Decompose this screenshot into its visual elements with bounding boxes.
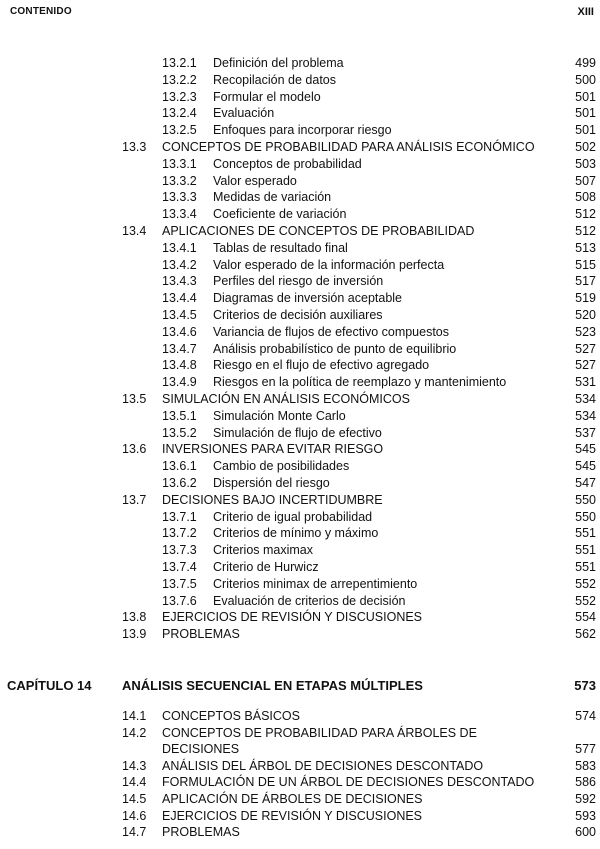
toc-entry-num: 13.3.1	[162, 156, 197, 171]
toc-entry-title: CONCEPTOS BÁSICOS	[162, 709, 300, 723]
toc-entry-num: 13.4.2	[162, 257, 197, 272]
toc-entry	[0, 105, 600, 122]
toc-entry-title: CONCEPTOS DE PROBABILIDAD PARA ANÁLISIS ECONÓMICO	[162, 140, 535, 154]
toc-entry-page: 527	[575, 358, 596, 373]
chapter-label: CAPÍTULO 14	[7, 678, 92, 693]
toc-entry-page: 499	[575, 56, 596, 70]
toc-entry	[0, 758, 600, 775]
toc-entry	[0, 122, 600, 139]
toc-entry-num: 13.2.5	[162, 123, 197, 138]
toc-entry-title: Simulación de flujo de efectivo	[213, 425, 382, 440]
toc-entry-title: Variancia de flujos de efectivo compuestos	[213, 324, 450, 339]
toc-entry-num: 13.9	[122, 627, 147, 642]
toc-entry-num: 14.3	[122, 758, 147, 773]
toc-entry	[0, 156, 600, 173]
running-header	[10, 6, 594, 20]
toc-entry-page: 547	[575, 476, 596, 490]
toc-entry-title: Enfoques para incorporar riesgo	[213, 123, 392, 138]
toc-entry-page: 519	[575, 291, 596, 306]
toc-entry-title: Conceptos de probabilidad	[213, 156, 362, 171]
toc-entry-title: Perfiles del riesgo de inversión	[213, 274, 384, 289]
toc-entry-num: 13.6.2	[162, 476, 197, 490]
toc-entry-page: 501	[575, 89, 596, 104]
toc-entry-title: Medidas de variación	[213, 190, 332, 205]
toc-entry	[0, 559, 600, 576]
toc-entry-num: 13.4.8	[162, 358, 197, 373]
toc-entry	[0, 609, 600, 626]
toc-entry-num: 13.4.1	[162, 240, 197, 255]
toc-entry-page: 545	[575, 442, 596, 457]
toc-entry	[0, 741, 600, 758]
toc-entry-title: Análisis probabilístico de punto de equilibrio	[213, 341, 457, 356]
toc-entry	[0, 391, 600, 408]
toc-entry-title: EJERCICIOS DE REVISIÓN Y DISCUSIONES	[162, 610, 423, 625]
header-section-title: CONTENIDO	[10, 6, 72, 17]
toc-entry-page: 593	[575, 808, 596, 823]
toc-entry-page: 531	[575, 375, 596, 390]
toc-entry-title: CONCEPTOS DE PROBABILIDAD PARA ÁRBOLES DE	[162, 725, 477, 740]
toc-entry	[0, 173, 600, 190]
toc-entry-num: 13.7.4	[162, 560, 197, 574]
toc-entry-num: 13.7.2	[162, 526, 197, 541]
toc-entry-title: Criterio de igual probabilidad	[213, 509, 373, 524]
toc-entry-title: APLICACIONES DE CONCEPTOS DE PROBABILIDAD	[162, 224, 475, 238]
toc-entry-num: 13.4.4	[162, 291, 197, 306]
toc-entry-num: 13.3.2	[162, 173, 197, 188]
toc-entry-num: 13.4.9	[162, 375, 197, 390]
toc-entry-title: Evaluación de criterios de decisión	[213, 593, 406, 608]
toc-entry-page: 551	[575, 560, 596, 574]
toc-entry-title: PROBLEMAS	[162, 627, 240, 642]
toc-entry-num: 13.2.1	[162, 56, 197, 70]
toc-entry-num: 13.7.6	[162, 593, 197, 608]
toc-entry-title: Criterios de mínimo y máximo	[213, 526, 379, 541]
toc-entry	[0, 257, 600, 274]
toc-entry-title: Recopilación de datos	[213, 72, 336, 87]
toc-entry	[0, 475, 600, 492]
toc-entry	[0, 72, 600, 89]
toc-entry-page: 515	[575, 257, 596, 272]
toc-entry-page: 592	[575, 792, 596, 806]
toc-entry-num: 13.3.4	[162, 207, 197, 222]
toc-entry-num: 14.4	[122, 775, 147, 790]
toc-entry	[0, 139, 600, 156]
toc-entry-num: 13.8	[122, 610, 147, 625]
toc-entry-title: Formular el modelo	[213, 89, 321, 104]
toc-entry-title: Criterio de Hurwicz	[213, 560, 319, 574]
toc-entry-num: 13.6	[122, 442, 147, 457]
toc-entry-num: 13.7	[122, 492, 147, 507]
chapter-page: 573	[574, 678, 596, 693]
toc-entry-num: 13.2.4	[162, 106, 197, 121]
toc-entry-title: Dispersión del riesgo	[213, 476, 330, 490]
toc-entry-page: 501	[575, 106, 596, 121]
toc-entry-page: 583	[575, 758, 596, 773]
toc-entry	[0, 324, 600, 341]
toc-entry-page: 500	[575, 72, 596, 87]
toc-entry-num: 14.2	[122, 725, 147, 740]
toc-entry-title: Cambio de posibilidades	[213, 459, 350, 474]
toc-entry-page: 577	[575, 742, 596, 757]
toc-entry-page: 550	[575, 509, 596, 524]
toc-entry-title: Riesgos en la política de reemplazo y mantenimiento	[213, 375, 507, 390]
toc-entry-title: Valor esperado	[213, 173, 297, 188]
toc-entry-title: Criterios de decisión auxiliares	[213, 308, 383, 322]
toc-entry-page: 502	[575, 140, 596, 154]
toc-entry	[0, 89, 600, 106]
toc-entry-page: 501	[575, 123, 596, 138]
toc-entry-num: 14.7	[122, 825, 147, 840]
toc-entry-title: PROBLEMAS	[162, 825, 240, 840]
toc-entry-num: 13.2.2	[162, 72, 197, 87]
toc-entry-title: Simulación Monte Carlo	[213, 408, 346, 423]
toc-entry-title: DECISIONES BAJO INCERTIDUMBRE	[162, 492, 383, 507]
toc-entry-title: Coeficiente de variación	[213, 207, 347, 222]
toc-entry-page: 586	[575, 775, 596, 790]
toc-entry-title: Riesgo en el flujo de efectivo agregado	[213, 358, 430, 373]
toc-entry-title: SIMULACIÓN EN ANÁLISIS ECONÓMICOS	[162, 392, 410, 406]
toc-entry-page: 517	[575, 274, 596, 289]
toc-entry-num: 13.7.5	[162, 576, 197, 591]
toc-entry	[0, 542, 600, 559]
toc-entry	[0, 725, 600, 742]
chapter-heading	[0, 676, 600, 696]
toc-entry	[0, 408, 600, 425]
toc-entry-title: EJERCICIOS DE REVISIÓN Y DISCUSIONES	[162, 808, 423, 823]
toc-entry-num: 13.5.1	[162, 408, 197, 423]
toc-entry-num: 14.5	[122, 792, 147, 806]
toc-entry-num: 14.6	[122, 808, 147, 823]
toc-entry	[0, 290, 600, 307]
toc-entry-title: Criterios maximax	[213, 543, 314, 558]
toc-entry-num: 13.7.3	[162, 543, 197, 558]
toc-entry	[0, 240, 600, 257]
toc-entry	[0, 824, 600, 841]
toc-entry	[0, 576, 600, 593]
toc-entry-page: 552	[575, 576, 596, 591]
toc-entry-page: 507	[575, 173, 596, 188]
toc-entry	[0, 206, 600, 223]
toc-entry-num: 13.3.3	[162, 190, 197, 205]
toc-entry	[0, 55, 600, 72]
toc-entry-num: 13.4.6	[162, 324, 197, 339]
toc-entry	[0, 357, 600, 374]
toc-entry-page: 534	[575, 408, 596, 423]
toc-entry	[0, 774, 600, 791]
toc-entry-title: Diagramas de inversión aceptable	[213, 291, 402, 306]
toc-entry-page: 551	[575, 543, 596, 558]
toc-entry-page: 520	[575, 308, 596, 322]
toc-entry-num: 13.2.3	[162, 89, 197, 104]
toc-entry-title: FORMULACIÓN DE UN ÁRBOL DE DECISIONES DESCONTADO	[162, 775, 535, 790]
toc-entry-page: 508	[575, 190, 596, 205]
toc-entry-title: APLICACIÓN DE ÁRBOLES DE DECISIONES	[162, 792, 423, 806]
toc-entry-num: 13.4	[122, 224, 147, 238]
toc-entry	[0, 593, 600, 610]
toc-entry-page: 523	[575, 324, 596, 339]
toc-entry	[0, 425, 600, 442]
toc-entry-page: 534	[575, 392, 596, 406]
toc-entry-title: Valor esperado de la información perfecta	[213, 257, 445, 272]
toc-entry-num: 13.4.5	[162, 308, 197, 322]
toc-entry-page: 600	[575, 825, 596, 840]
toc-entry	[0, 341, 600, 358]
toc-entry-page: 545	[575, 459, 596, 474]
toc-entry-num: 13.3	[122, 140, 147, 154]
toc-entry	[0, 441, 600, 458]
toc-entry	[0, 808, 600, 825]
toc-entry	[0, 525, 600, 542]
toc-entry-page: 550	[575, 492, 596, 507]
toc-entry-page: 513	[575, 240, 596, 255]
toc-entry-title: Definición del problema	[213, 56, 344, 70]
toc-entry	[0, 189, 600, 206]
toc-entry	[0, 374, 600, 391]
toc-entry-title: Tablas de resultado final	[213, 240, 348, 255]
toc-entry-title: INVERSIONES PARA EVITAR RIESGO	[162, 442, 384, 457]
chapter-title: ANÁLISIS SECUENCIAL EN ETAPAS MÚLTIPLES	[122, 678, 423, 693]
toc-entry	[0, 626, 600, 643]
toc-entry-page: 512	[575, 207, 596, 222]
toc-entry	[0, 307, 600, 324]
toc-entry-num: 13.4.7	[162, 341, 197, 356]
toc-entry-num: 13.7.1	[162, 509, 197, 524]
toc-entry-title: Criterios minimax de arrepentimiento	[213, 576, 418, 591]
toc-entry-num: 14.1	[122, 709, 147, 723]
toc-entry-page: 574	[575, 709, 596, 723]
toc-entry-page: 512	[575, 224, 596, 238]
toc-entry	[0, 273, 600, 290]
toc-entry-title: DECISIONES	[162, 742, 240, 757]
toc-entry	[0, 223, 600, 240]
toc-entry-num: 13.4.3	[162, 274, 197, 289]
toc-entry	[0, 509, 600, 526]
toc-entry-num: 13.5.2	[162, 425, 197, 440]
toc-entry	[0, 458, 600, 475]
toc-entry-title: Evaluación	[213, 106, 275, 121]
toc-entry-page: 537	[575, 425, 596, 440]
toc-entry-num: 13.5	[122, 392, 147, 406]
toc-entry-num: 13.6.1	[162, 459, 197, 474]
toc-entry-page: 551	[575, 526, 596, 541]
toc-entry	[0, 492, 600, 509]
toc-entry-page: 562	[575, 627, 596, 642]
toc-entry-title: ANÁLISIS DEL ÁRBOL DE DECISIONES DESCONTADO	[162, 758, 484, 773]
toc-entry-page: 527	[575, 341, 596, 356]
toc-entry-page: 554	[575, 610, 596, 625]
header-page-number: XIII	[577, 6, 594, 18]
toc-entry-page: 503	[575, 156, 596, 171]
toc-entry	[0, 708, 600, 725]
toc-entry	[0, 791, 600, 808]
toc-entry-page: 552	[575, 593, 596, 608]
